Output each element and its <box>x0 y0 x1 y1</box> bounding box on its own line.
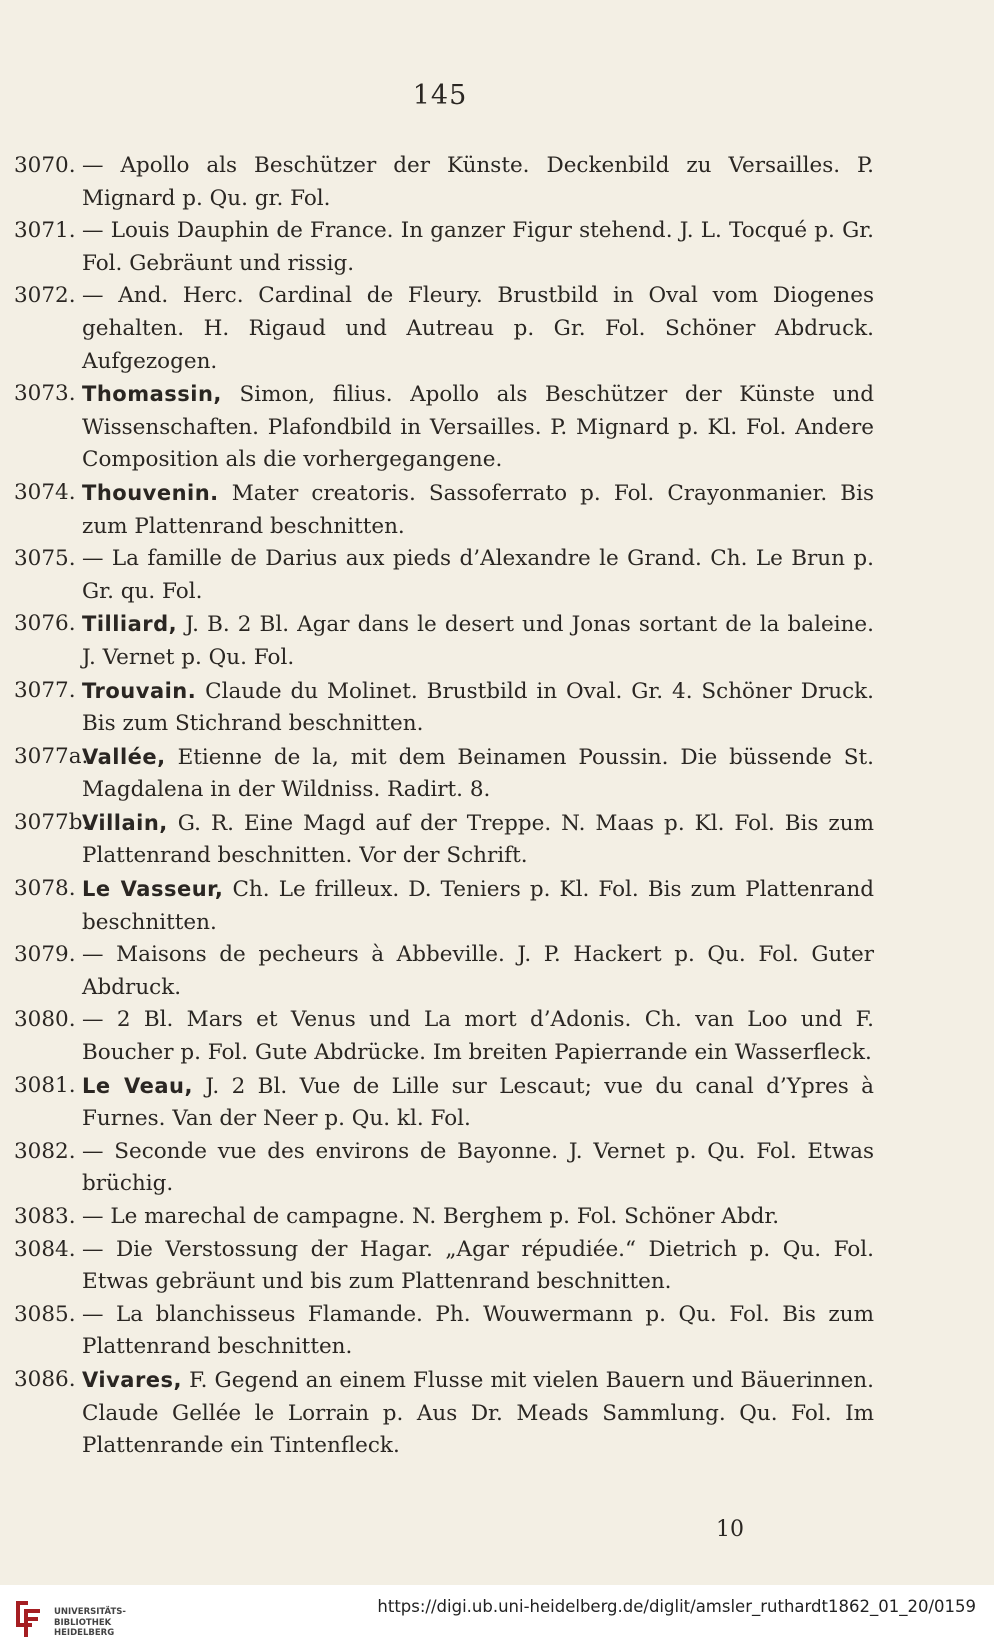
catalog-entry <box>14 378 874 477</box>
catalog-entry <box>14 1299 874 1364</box>
entry-description: — And. Herc. Cardinal de Fleury. Brustbild in Oval vom Diogenes gehalten. H. Rigaud und Autreau p. Gr. Fol. Schöner Abdruck. Aufgezogen. <box>82 283 874 374</box>
catalog-entry <box>14 608 874 674</box>
logo-line: HEIDELBERG <box>54 1628 115 1638</box>
entry-number: 3081. <box>14 1072 76 1098</box>
entry-description: G. R. Eine Magd auf der Treppe. N. Maas p. Kl. Fol. Bis zum Plattenrand beschnitten. Vor der Schrift. <box>82 810 874 869</box>
entry-number: 3075. <box>14 546 76 572</box>
entry-text <box>80 1070 874 1136</box>
entry-description: — Le marechal de campagne. N. Berghem p. Fol. Schöner Abdr. <box>82 1204 780 1229</box>
entry-description: Etienne de la, mit dem Beinamen Poussin. Die büssende St. Magdalena in der Wildniss. Radirt. 8. <box>82 744 874 803</box>
artist-name: Thomassin, <box>82 382 222 407</box>
entry-text <box>80 215 874 280</box>
catalog-entry <box>14 1136 874 1201</box>
entry-number: 3080. <box>14 1007 76 1033</box>
library-logo-text <box>54 1607 126 1639</box>
entry-number: 3078. <box>14 876 76 902</box>
entry-text <box>80 280 874 378</box>
artist-name: Villain, <box>82 810 168 835</box>
entry-text <box>80 873 874 939</box>
artist-name: Le Vasseur, <box>82 877 224 902</box>
artist-name: Thouvenin. <box>82 480 219 505</box>
library-logo-icon <box>10 1597 50 1643</box>
entry-text <box>80 1004 874 1069</box>
catalog-entry <box>14 939 874 1004</box>
catalog-entry <box>14 807 874 873</box>
entry-description: — Apollo als Beschützer der Künste. Deckenbild zu Versailles. P. Mignard p. Qu. gr. Fol. <box>82 153 874 211</box>
catalog-entry <box>14 1070 874 1136</box>
library-logo[interactable] <box>10 1597 130 1643</box>
catalog-entry <box>14 280 874 378</box>
entry-text <box>80 477 874 543</box>
entry-number: 3083. <box>14 1204 76 1229</box>
entry-number: 3084. <box>14 1236 76 1262</box>
artist-name: Trouvain. <box>82 678 197 703</box>
entry-description: Ch. Le frilleux. D. Teniers p. Kl. Fol. Bis zum Plattenrand beschnitten. <box>82 877 874 935</box>
signature-mark: 10 <box>716 1517 744 1542</box>
entry-text <box>80 608 874 674</box>
catalog-entry <box>14 477 874 543</box>
entry-description: — La famille de Darius aux pieds d’Alexandre le Grand. Ch. Le Brun p. Gr. qu. Fol. <box>82 546 874 604</box>
entry-number: 3073. <box>14 381 76 407</box>
entry-description: Simon, filius. Apollo als Beschützer der Künste und Wissenschaften. Plafondbild in Versailles. P. Mignard p. Kl. Fol. Andere Composition als die vorhergegangene. <box>82 382 874 473</box>
entry-number: 3070. <box>14 153 76 178</box>
catalog-entry <box>14 1364 874 1463</box>
entry-description: F. Gegend an einem Flusse mit vielen Bauern und Bäuerinnen. Claude Gellée le Lorrain p. Aus Dr. Meads Sammlung. Qu. Fol. Im Plattenrande ein Tintenfleck. <box>82 1367 874 1459</box>
entry-number: 3077. <box>14 677 76 703</box>
artist-name: Tilliard, <box>82 612 178 637</box>
entry-description: — 2 Bl. Mars et Venus und La mort d’Adonis. Ch. van Loo und F. Boucher p. Fol. Gute Abdrücke. Im breiten Papierrande ein Wasserfleck. <box>82 1007 874 1066</box>
catalog-entry <box>14 1234 874 1299</box>
entry-description: J. B. 2 Bl. Agar dans le desert und Jonas sortant de la baleine. J. Vernet p. Qu. Fol. <box>82 612 874 670</box>
logo-line: BIBLIOTHEK <box>54 1617 112 1628</box>
entry-description: — La blanchisseus Flamande. Ph. Wouwermann p. Qu. Fol. Bis zum Plattenrand beschnitten. <box>82 1301 874 1360</box>
artist-name: Vallée, <box>82 744 166 769</box>
entry-number: 3077b. <box>14 809 90 835</box>
entry-text <box>80 378 874 477</box>
entry-number: 3071. <box>14 218 76 244</box>
catalog-entry <box>14 1201 874 1234</box>
entry-description: Mater creatoris. Sassoferrato p. Fol. Crayonmanier. Bis zum Plattenrand beschnitten. <box>82 480 874 539</box>
entry-text <box>80 543 874 608</box>
entry-number: 3082. <box>14 1138 76 1164</box>
catalog-entry <box>14 873 874 939</box>
entry-text <box>80 1201 874 1234</box>
entry-number: 3072. <box>14 283 76 309</box>
catalog-entry <box>14 150 874 215</box>
entry-number: 3085. <box>14 1301 76 1327</box>
entry-number: 3077a. <box>14 743 89 769</box>
entry-text <box>80 1234 874 1299</box>
catalog-entry <box>14 215 874 280</box>
entry-number: 3079. <box>14 942 76 968</box>
entry-text <box>80 939 874 1004</box>
entry-text <box>80 150 874 215</box>
logo-line: UNIVERSITÄTS- <box>54 1607 126 1617</box>
entry-number: 3074. <box>14 479 76 505</box>
page-number: 145 <box>412 80 468 111</box>
entry-list <box>14 150 874 1463</box>
entry-text <box>80 1136 874 1201</box>
entry-description: — Maisons de pecheurs à Abbeville. J. P. Hackert p. Qu. Fol. Guter Abdruck. <box>82 942 874 1000</box>
entry-text <box>80 675 874 741</box>
catalog-entry <box>14 675 874 741</box>
artist-name: Vivares, <box>82 1367 183 1392</box>
catalog-entry <box>14 543 874 608</box>
footer-bar <box>0 1585 994 1652</box>
entry-description: Claude du Molinet. Brustbild in Oval. Gr. 4. Schöner Druck. Bis zum Stichrand beschnitten. <box>82 678 874 737</box>
source-url-link[interactable]: https://digi.ub.uni-heidelberg.de/diglit/amsler_ruthardt1862_01_20/0159 <box>377 1597 976 1616</box>
entry-text <box>80 807 874 873</box>
entry-number: 3086. <box>14 1366 76 1392</box>
entry-description: — Louis Dauphin de France. In ganzer Figur stehend. J. L. Tocqué p. Gr. Fol. Gebräunt und rissig. <box>82 218 874 276</box>
entry-text <box>80 1364 874 1463</box>
catalog-entry <box>14 1004 874 1069</box>
entry-description: — Seconde vue des environs de Bayonne. J. Vernet p. Qu. Fol. Etwas brüchig. <box>82 1138 874 1197</box>
entry-description: J. 2 Bl. Vue de Lille sur Lescaut; vue du canal d’Ypres à Furnes. Van der Neer p. Qu. kl. Fol. <box>82 1073 874 1132</box>
artist-name: Le Veau, <box>82 1073 193 1098</box>
catalog-entry <box>14 741 874 807</box>
entry-description: — Die Verstossung der Hagar. „Agar répudiée.“ Dietrich p. Qu. Fol. Etwas gebräunt und bis zum Plattenrand beschnitten. <box>82 1236 874 1295</box>
entry-text <box>80 1299 874 1364</box>
entry-number: 3076. <box>14 611 76 637</box>
entry-text <box>80 741 874 807</box>
